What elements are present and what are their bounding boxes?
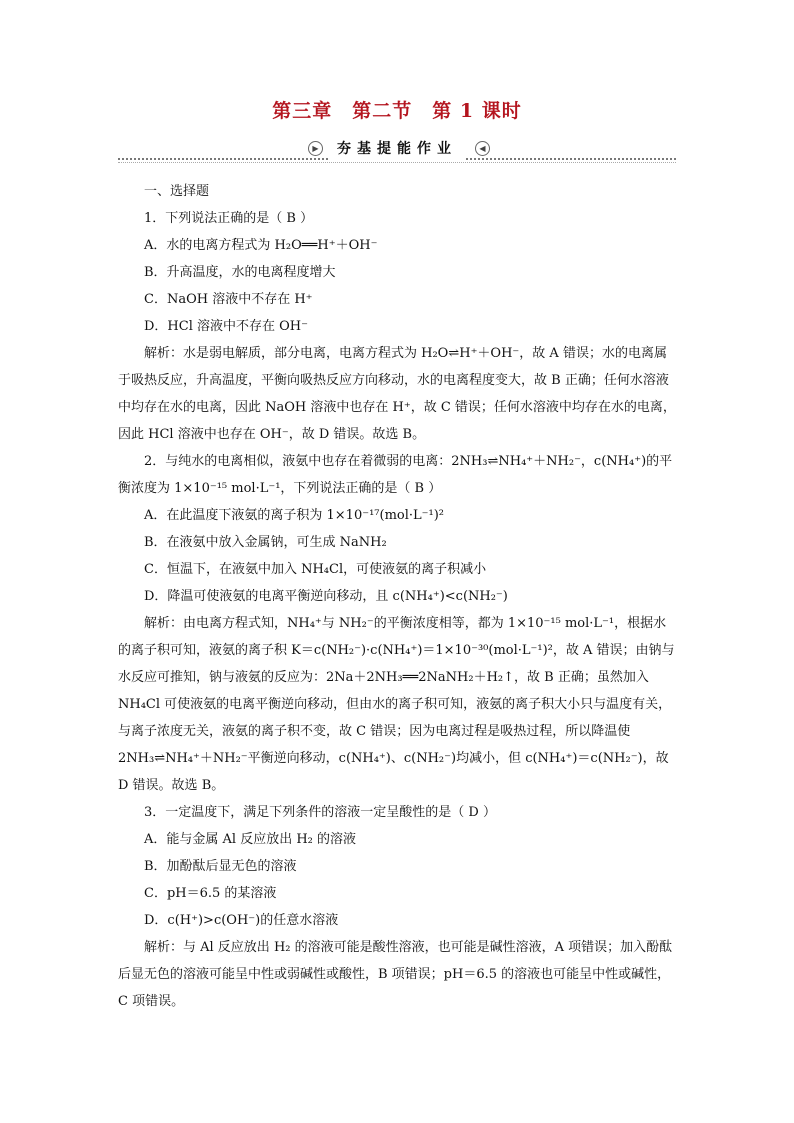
option: A．能与金属 Al 反应放出 H₂ 的溶液 bbox=[144, 832, 357, 847]
section-banner bbox=[118, 135, 676, 165]
option: B．在液氨中放入金属钠，可生成 NaNH₂ bbox=[144, 535, 387, 550]
divider bbox=[118, 162, 676, 163]
page-title: 第三章 第二节 第 1 课时 bbox=[272, 100, 522, 122]
option: B．升高温度，水的电离程度增大 bbox=[144, 265, 336, 280]
explanation: 解析：水是弱电解质，部分电离，电离方程式为 H₂O⇌H⁺＋OH⁻，故 A 错误；水的电离属于吸热反应，升高温度，平衡向吸热反应方向移动，水的电离程度变大，故 B 正确；任何水溶液中均存在水的电离，因此 NaOH 溶液中也存在 H⁺，故 C 错误；任何水溶液中均存在水的电离，因此 HCl 溶液中也存在 OH⁻，故 D 错误。故选 B。 bbox=[118, 346, 676, 442]
explanation: 解析：由电离方程式知，NH₄⁺与 NH₂⁻的平衡浓度相等，都为 1×10⁻¹⁵ mol·L⁻¹，根据水的离子积可知，液氨的离子积 K＝c(NH₂⁻)·c(NH₄⁺)＝1×10⁻³⁰(mol·L⁻¹)²，故 A 错误；由钠与水反应可推知，钠与液氨的反应为：2Na＋2NH₃══2NaNH₂＋H₂↑，故 B 正确；虽然加入 NH₄Cl 可使液氨的电离平衡逆向移动，但由水的离子积可知，液氨的离子积大小只与温度有关，与离子浓度无关，液氨的离子积不变，故 C 错误；因为电离过程是吸热过程，所以降温使 2NH₃⇌NH₄⁺＋NH₂⁻平衡逆向移动，c(NH₄⁺)、c(NH₂⁻)均减小，但 c(NH₄⁺)＝c(NH₂⁻)，故 D 错误。故选 B。 bbox=[118, 616, 675, 793]
option: B．加酚酞后显无色的溶液 bbox=[144, 859, 297, 874]
explanation: 解析：与 Al 反应放出 H₂ 的溶液可能是酸性溶液，也可能是碱性溶液，A 项错误；加入酚酞后显无色的溶液可能呈中性或弱碱性或酸性，B 项错误；pH＝6.5 的溶液也可能呈中性或碱性，C 项错误。 bbox=[118, 940, 673, 1009]
right-arrow-icon: ▶ bbox=[308, 141, 323, 156]
option: D．c(H⁺)>c(OH⁻)的任意水溶液 bbox=[144, 913, 339, 928]
option: A．在此温度下液氨的离子积为 1×10⁻¹⁷(mol·L⁻¹)² bbox=[144, 508, 445, 523]
option: D．降温可使液氨的电离平衡逆向移动，且 c(NH₄⁺)<c(NH₂⁻) bbox=[144, 589, 508, 604]
section-heading: 一、选择题 bbox=[144, 184, 210, 199]
banner-label: 夯基提能作业 bbox=[328, 138, 466, 160]
question-1: 1．下列说法正确的是（ B ） bbox=[144, 211, 314, 226]
option: D．HCl 溶液中不存在 OH⁻ bbox=[144, 319, 308, 334]
question-3: 3．一定温度下，满足下列条件的溶液一定呈酸性的是（ D ） bbox=[144, 805, 496, 820]
left-arrow-icon: ◀ bbox=[475, 141, 490, 156]
option: C．pH＝6.5 的某溶液 bbox=[144, 886, 277, 901]
question-2: 2．与纯水的电离相似，液氨中也存在着微弱的电离：2NH₃⇌NH₄⁺＋NH₂⁻，c(NH₄⁺)的平衡浓度为 1×10⁻¹⁵ mol·L⁻¹，下列说法正确的是（ B ） bbox=[118, 454, 673, 496]
option: A．水的电离方程式为 H₂O══H⁺＋OH⁻ bbox=[144, 238, 378, 253]
option: C．NaOH 溶液中不存在 H⁺ bbox=[144, 292, 313, 307]
option: C．恒温下，在液氨中加入 NH₄Cl，可使液氨的离子积减小 bbox=[144, 562, 487, 577]
document-body bbox=[118, 178, 676, 1015]
